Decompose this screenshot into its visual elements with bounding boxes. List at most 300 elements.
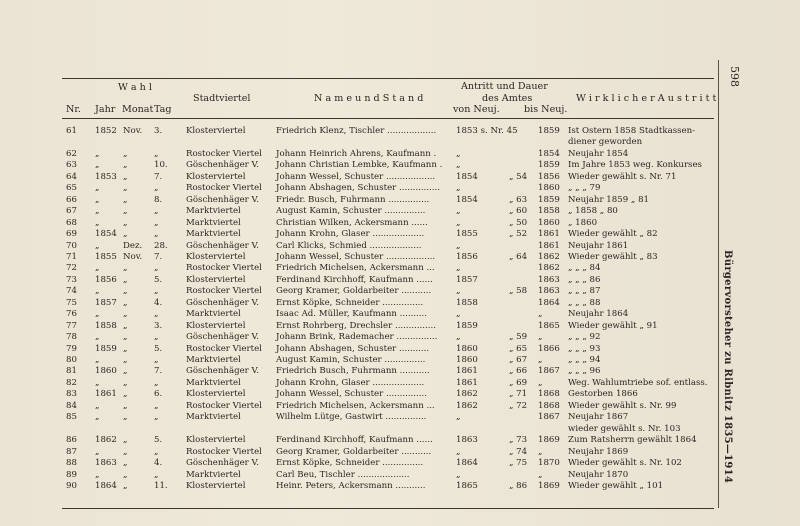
cell-von-neujahr: „ bbox=[456, 286, 461, 297]
cell-amt-nr: „ 65 bbox=[509, 343, 528, 354]
cell-von-neujahr: „ bbox=[456, 240, 461, 251]
header-jahr: Jahr bbox=[95, 104, 116, 115]
cell-row-number: 82 bbox=[66, 377, 77, 388]
cell-wahl-tag: „ bbox=[154, 355, 159, 365]
table-row bbox=[0, 309, 716, 320]
table-row bbox=[0, 252, 716, 263]
cell-wahl-jahr: „ bbox=[95, 183, 100, 194]
cell-row-number: 71 bbox=[66, 251, 77, 262]
cell-bis-neujahr: 1868 bbox=[538, 400, 560, 411]
header-von-neuj: von Neuj. bbox=[453, 104, 500, 115]
cell-wahl-tag: 4. bbox=[154, 458, 163, 468]
cell-wahl-monat: „ bbox=[123, 332, 128, 343]
cell-austritt: Neujahr 1864 bbox=[568, 309, 629, 320]
cell-row-number: 86 bbox=[66, 435, 77, 446]
cell-row-number: 85 bbox=[66, 412, 77, 423]
cell-wahl-monat: „ bbox=[123, 309, 128, 320]
cell-amt-nr: „ 74 bbox=[509, 446, 528, 457]
cell-wahl-jahr: „ bbox=[95, 263, 100, 274]
cell-wahl-monat: „ bbox=[123, 469, 128, 480]
cell-wahl-monat: „ bbox=[123, 400, 128, 411]
cell-wahl-jahr: 1855 bbox=[95, 251, 117, 262]
cell-stadtviertel: Göschenhäger V. bbox=[186, 366, 259, 377]
cell-von-neujahr: „ bbox=[456, 309, 461, 320]
cell-amt-nr: „ 72 bbox=[509, 400, 528, 411]
cell-austritt: Weg. Wahlumtriebe sof. entlass. bbox=[568, 377, 708, 388]
cell-von-neujahr: „ bbox=[456, 332, 461, 343]
header-rule bbox=[62, 118, 714, 119]
cell-row-number: 87 bbox=[66, 446, 77, 457]
cell-bis-neujahr: „ bbox=[538, 377, 543, 388]
cell-stadtviertel: Marktviertel bbox=[186, 217, 241, 228]
cell-row-number: 84 bbox=[66, 400, 77, 411]
table-row bbox=[0, 195, 716, 206]
cell-wahl-jahr: „ bbox=[95, 160, 100, 171]
cell-wahl-tag: 8. bbox=[154, 194, 163, 205]
cell-wahl-monat: „ bbox=[123, 355, 128, 365]
table-row bbox=[0, 447, 716, 458]
cell-von-neujahr: 1857 bbox=[456, 274, 478, 285]
cell-bis-neujahr: 1868 bbox=[538, 389, 560, 400]
cell-row-number: 81 bbox=[66, 366, 77, 377]
cell-amt-nr: „ 73 bbox=[509, 435, 528, 446]
cell-wahl-jahr: „ bbox=[95, 400, 100, 411]
cell-bis-neujahr: 1859 bbox=[538, 194, 560, 205]
cell-stadtviertel: Göschenhäger V. bbox=[186, 297, 259, 308]
cell-austritt: Neujahr 1859 „ 81 bbox=[568, 194, 650, 205]
cell-bis-neujahr: 1866 bbox=[538, 343, 560, 354]
cell-stadtviertel: Klosterviertel bbox=[186, 480, 246, 491]
cell-wahl-monat: „ bbox=[123, 194, 128, 205]
table-row bbox=[0, 172, 716, 183]
cell-name-stand: Friedrich Michelsen, Ackersmann ... bbox=[276, 263, 435, 274]
cell-wahl-monat: „ bbox=[123, 148, 128, 159]
table-row bbox=[0, 321, 716, 332]
cell-wahl-monat: „ bbox=[123, 286, 128, 297]
cell-von-neujahr: 1861 bbox=[456, 377, 478, 388]
cell-austritt: Wieder gewählt „ 101 bbox=[568, 480, 664, 491]
cell-austritt: Neujahr 1870 bbox=[568, 469, 629, 480]
cell-name-stand: Christian Wilken, Ackersmann ...... bbox=[276, 217, 428, 228]
cell-wahl-monat: „ bbox=[123, 274, 128, 285]
cell-name-stand: Johann Abshagen, Schuster ........... bbox=[276, 343, 430, 354]
cell-wahl-jahr: „ bbox=[95, 355, 100, 365]
header-austritt: W i r k l i c h e r A u s t r i t t bbox=[576, 93, 717, 104]
cell-name-stand: Carl Klicks, Schmied ................... bbox=[276, 240, 422, 251]
table-row bbox=[0, 298, 716, 309]
cell-bis-neujahr: „ bbox=[538, 355, 543, 365]
cell-von-neujahr: „ bbox=[456, 263, 461, 274]
table-row bbox=[0, 366, 716, 377]
cell-row-number: 76 bbox=[66, 309, 77, 320]
cell-name-stand: Johann Krohn, Glaser ................... bbox=[276, 377, 425, 388]
cell-row-number: 66 bbox=[66, 194, 77, 205]
top-rule bbox=[62, 78, 714, 79]
table-row bbox=[0, 332, 716, 343]
cell-von-neujahr: 1863 bbox=[456, 435, 478, 446]
header-monat: Monat bbox=[122, 104, 154, 115]
cell-row-number: 62 bbox=[66, 148, 77, 159]
cell-name-stand: Ernst Köpke, Schneider ............... bbox=[276, 458, 424, 468]
cell-amt-nr: „ 71 bbox=[509, 389, 528, 400]
margin-rule bbox=[718, 60, 719, 508]
cell-austritt: Ist Ostern 1858 Stadtkassen- bbox=[568, 126, 696, 136]
table-row bbox=[0, 355, 716, 366]
cell-name-stand: Georg Kramer, Goldarbeiter ........... bbox=[276, 446, 432, 457]
cell-row-number: 61 bbox=[66, 126, 77, 136]
cell-row-number: 68 bbox=[66, 217, 77, 228]
cell-name-stand: Johann Wessel, Schuster ............... bbox=[276, 389, 427, 400]
cell-wahl-tag: „ bbox=[154, 332, 159, 343]
cell-austritt: „ „ „ 84 bbox=[568, 263, 601, 274]
cell-name-stand: Ernst Köpke, Schneider ............... bbox=[276, 297, 424, 308]
cell-von-neujahr: 1864 bbox=[456, 458, 478, 468]
cell-bis-neujahr: 1864 bbox=[538, 297, 560, 308]
cell-austritt: Wieder gewählt „ 91 bbox=[568, 320, 658, 331]
cell-wahl-jahr: 1854 bbox=[95, 229, 117, 240]
cell-stadtviertel: Marktviertel bbox=[186, 206, 241, 217]
cell-wahl-jahr: „ bbox=[95, 469, 100, 480]
cell-wahl-monat: „ bbox=[123, 458, 128, 468]
cell-name-stand: Friedrich Michelsen, Ackersmann ... bbox=[276, 400, 435, 411]
cell-row-number: 79 bbox=[66, 343, 77, 354]
cell-bis-neujahr: 1867 bbox=[538, 366, 560, 377]
cell-wahl-tag: „ bbox=[154, 206, 159, 217]
cell-stadtviertel: Klosterviertel bbox=[186, 274, 246, 285]
cell-name-stand: Ferdinand Kirchhoff, Kaufmann ...... bbox=[276, 274, 433, 285]
cell-amt-nr: „ 60 bbox=[509, 206, 528, 217]
header-wahl: W a h l bbox=[118, 82, 152, 93]
header-nr: Nr. bbox=[66, 104, 81, 115]
cell-bis-neujahr: „ bbox=[538, 469, 543, 480]
cell-row-number: 69 bbox=[66, 229, 77, 240]
cell-wahl-jahr: „ bbox=[95, 412, 100, 423]
header-tag: Tag bbox=[154, 104, 172, 115]
cell-austritt: Zum Ratsherrn gewählt 1864 bbox=[568, 435, 697, 446]
cell-name-stand: Friedr. Busch, Fuhrmann ............... bbox=[276, 194, 430, 205]
cell-wahl-monat: „ bbox=[123, 206, 128, 217]
cell-wahl-monat: „ bbox=[123, 366, 128, 377]
cell-wahl-jahr: „ bbox=[95, 446, 100, 457]
cell-wahl-tag: 7. bbox=[154, 366, 163, 377]
cell-von-neujahr: „ bbox=[456, 446, 461, 457]
cell-bis-neujahr: 1854 bbox=[538, 148, 560, 159]
cell-wahl-jahr: „ bbox=[95, 206, 100, 217]
cell-stadtviertel: Rostocker Viertel bbox=[186, 400, 262, 411]
cell-wahl-tag: 7. bbox=[154, 171, 163, 182]
header-des-amtes: des Amtes bbox=[482, 93, 533, 104]
cell-stadtviertel: Klosterviertel bbox=[186, 435, 246, 446]
cell-name-stand: Carl Beu, Tischler ................... bbox=[276, 469, 410, 480]
cell-name-stand: Isaac Ad. Müller, Kaufmann .......... bbox=[276, 309, 427, 320]
table-row bbox=[0, 458, 716, 469]
header-antritt: Antritt und Dauer bbox=[461, 81, 548, 92]
cell-wahl-tag: 11. bbox=[154, 480, 168, 491]
cell-wahl-jahr: 1860 bbox=[95, 366, 117, 377]
cell-austritt: Neujahr 1869 bbox=[568, 446, 629, 457]
cell-von-neujahr: „ bbox=[456, 183, 461, 194]
cell-von-neujahr: „ bbox=[456, 412, 461, 423]
cell-wahl-jahr: 1861 bbox=[95, 389, 117, 400]
cell-stadtviertel: Rostocker Viertel bbox=[186, 148, 262, 159]
cell-row-number: 67 bbox=[66, 206, 77, 217]
cell-bis-neujahr: „ bbox=[538, 446, 543, 457]
cell-bis-neujahr: 1858 bbox=[538, 206, 560, 217]
header-stadtviertel: Stadtviertel bbox=[193, 93, 251, 104]
cell-name-stand: Friedrich Busch, Fuhrmann ........... bbox=[276, 366, 430, 377]
cell-name-stand: Johann Wessel, Schuster .................. bbox=[276, 251, 436, 262]
cell-wahl-jahr: „ bbox=[95, 240, 100, 251]
cell-bis-neujahr: „ bbox=[538, 332, 543, 343]
cell-austritt: „ „ „ 79 bbox=[568, 183, 601, 194]
cell-stadtviertel: Göschenhäger V. bbox=[186, 458, 259, 468]
cell-wahl-monat: „ bbox=[123, 217, 128, 228]
cell-wahl-tag: 3. bbox=[154, 126, 163, 136]
cell-name-stand: Wilhelm Lütge, Gastwirt ............... bbox=[276, 412, 427, 423]
cell-wahl-monat: „ bbox=[123, 171, 128, 182]
table-row bbox=[0, 435, 716, 446]
cell-wahl-jahr: „ bbox=[95, 286, 100, 297]
cell-wahl-monat: „ bbox=[123, 343, 128, 354]
table-row bbox=[0, 241, 716, 252]
cell-stadtviertel: Rostocker Viertel bbox=[186, 183, 262, 194]
cell-stadtviertel: Marktviertel bbox=[186, 309, 241, 320]
table-row bbox=[0, 424, 716, 435]
cell-von-neujahr: 1861 bbox=[456, 366, 478, 377]
cell-wahl-jahr: „ bbox=[95, 148, 100, 159]
cell-wahl-tag: 4. bbox=[154, 297, 163, 308]
cell-name-stand: Friedrich Klenz, Tischler .................. bbox=[276, 126, 437, 136]
cell-stadtviertel: Göschenhäger V. bbox=[186, 332, 259, 343]
table-row bbox=[0, 183, 716, 194]
cell-von-neujahr: 1855 bbox=[456, 229, 478, 240]
cell-stadtviertel: Rostocker Viertel bbox=[186, 446, 262, 457]
cell-wahl-tag: 6. bbox=[154, 389, 163, 400]
cell-austritt: Wieder gewählt s. Nr. 99 bbox=[568, 400, 677, 411]
cell-stadtviertel: Klosterviertel bbox=[186, 171, 246, 182]
cell-row-number: 80 bbox=[66, 355, 77, 365]
cell-bis-neujahr: 1859 bbox=[538, 126, 560, 136]
cell-wahl-monat: „ bbox=[123, 377, 128, 388]
cell-wahl-jahr: „ bbox=[95, 377, 100, 388]
cell-wahl-jahr: „ bbox=[95, 332, 100, 343]
cell-wahl-monat: „ bbox=[123, 160, 128, 171]
table-row bbox=[0, 286, 716, 297]
cell-wahl-monat: „ bbox=[123, 389, 128, 400]
table-row bbox=[0, 481, 716, 492]
table-row bbox=[0, 263, 716, 274]
cell-bis-neujahr: 1856 bbox=[538, 171, 560, 182]
cell-von-neujahr: 1860 bbox=[456, 355, 478, 365]
cell-austritt: „ „ „ 88 bbox=[568, 297, 601, 308]
cell-wahl-tag: „ bbox=[154, 217, 159, 228]
cell-wahl-jahr: 1859 bbox=[95, 343, 117, 354]
cell-bis-neujahr: 1863 bbox=[538, 286, 560, 297]
cell-row-number: 73 bbox=[66, 274, 77, 285]
page-number: 598 bbox=[728, 66, 741, 87]
table-row bbox=[0, 137, 716, 148]
cell-amt-nr: „ 66 bbox=[509, 366, 528, 377]
cell-wahl-tag: 5. bbox=[154, 435, 163, 446]
cell-austritt: Im Jahre 1853 weg. Konkurses bbox=[568, 160, 702, 171]
cell-amt-nr: „ 67 bbox=[509, 355, 528, 365]
cell-wahl-tag: „ bbox=[154, 469, 159, 480]
cell-austritt: Neujahr 1867 bbox=[568, 412, 629, 423]
cell-name-stand: Ernst Rohrberg, Drechsler ............... bbox=[276, 320, 436, 331]
cell-stadtviertel: Göschenhäger V. bbox=[186, 194, 259, 205]
cell-von-neujahr: 1854 bbox=[456, 194, 478, 205]
cell-wahl-monat: „ bbox=[123, 412, 128, 423]
cell-stadtviertel: Göschenhäger V. bbox=[186, 160, 259, 171]
table-row bbox=[0, 389, 716, 400]
header-name-stand: N a m e u n d S t a n d bbox=[314, 93, 424, 104]
cell-bis-neujahr: 1862 bbox=[538, 263, 560, 274]
cell-von-neujahr: „ bbox=[456, 206, 461, 217]
table-row bbox=[0, 470, 716, 481]
cell-row-number: 83 bbox=[66, 389, 77, 400]
table-row bbox=[0, 206, 716, 217]
cell-wahl-monat: Dez. bbox=[123, 240, 143, 251]
cell-bis-neujahr: 1860 bbox=[538, 217, 560, 228]
cell-wahl-tag: „ bbox=[154, 377, 159, 388]
table-row bbox=[0, 126, 716, 137]
cell-von-neujahr: 1853 s. Nr. 45 bbox=[456, 126, 518, 136]
cell-stadtviertel: Göschenhäger V. bbox=[186, 240, 259, 251]
cell-bis-neujahr: 1870 bbox=[538, 458, 560, 468]
cell-wahl-jahr: 1857 bbox=[95, 297, 117, 308]
cell-stadtviertel: Klosterviertel bbox=[186, 126, 246, 136]
cell-austritt: „ „ „ 96 bbox=[568, 366, 601, 377]
cell-name-stand: Johann Wessel, Schuster .................. bbox=[276, 171, 436, 182]
cell-bis-neujahr: 1859 bbox=[538, 160, 560, 171]
cell-wahl-jahr: 1862 bbox=[95, 435, 117, 446]
cell-wahl-monat: „ bbox=[123, 297, 128, 308]
cell-stadtviertel: Marktviertel bbox=[186, 355, 241, 365]
table-row bbox=[0, 149, 716, 160]
cell-austritt: „ „ „ 93 bbox=[568, 343, 601, 354]
cell-bis-neujahr: 1861 bbox=[538, 240, 560, 251]
cell-row-number: 75 bbox=[66, 297, 77, 308]
cell-von-neujahr: „ bbox=[456, 160, 461, 171]
cell-wahl-monat: „ bbox=[123, 435, 128, 446]
cell-bis-neujahr: 1863 bbox=[538, 274, 560, 285]
cell-stadtviertel: Marktviertel bbox=[186, 229, 241, 240]
cell-wahl-tag: „ bbox=[154, 286, 159, 297]
cell-name-stand: Georg Kramer, Goldarbeiter ........... bbox=[276, 286, 432, 297]
cell-name-stand: Johann Krohn, Glaser ................... bbox=[276, 229, 425, 240]
cell-name-stand: August Kamin, Schuster ............... bbox=[276, 355, 426, 365]
cell-wahl-jahr: 1852 bbox=[95, 126, 117, 136]
cell-von-neujahr: 1865 bbox=[456, 480, 478, 491]
cell-von-neujahr: „ bbox=[456, 469, 461, 480]
table-row bbox=[0, 218, 716, 229]
cell-austritt: Wieder gewählt s. Nr. 71 bbox=[568, 171, 677, 182]
cell-von-neujahr: „ bbox=[456, 148, 461, 159]
cell-wahl-tag: 28. bbox=[154, 240, 168, 251]
cell-wahl-monat: „ bbox=[123, 263, 128, 274]
cell-amt-nr: „ 75 bbox=[509, 458, 528, 468]
cell-austritt: „ „ „ 86 bbox=[568, 274, 601, 285]
cell-row-number: 90 bbox=[66, 480, 77, 491]
cell-bis-neujahr: 1869 bbox=[538, 435, 560, 446]
cell-amt-nr: „ 59 bbox=[509, 332, 528, 343]
cell-wahl-monat: Nov. bbox=[123, 251, 143, 262]
cell-wahl-tag: 10. bbox=[154, 160, 168, 171]
cell-von-neujahr: 1858 bbox=[456, 297, 478, 308]
cell-amt-nr: „ 64 bbox=[509, 251, 528, 262]
cell-name-stand: Johann Christian Lembke, Kaufmann . bbox=[276, 160, 443, 171]
cell-wahl-tag: „ bbox=[154, 446, 159, 457]
cell-stadtviertel: Klosterviertel bbox=[186, 320, 246, 331]
cell-wahl-tag: „ bbox=[154, 263, 159, 274]
cell-von-neujahr: „ bbox=[456, 217, 461, 228]
cell-wahl-jahr: 1858 bbox=[95, 320, 117, 331]
cell-von-neujahr: 1856 bbox=[456, 251, 478, 262]
cell-row-number: 88 bbox=[66, 458, 77, 468]
cell-wahl-jahr: 1856 bbox=[95, 274, 117, 285]
cell-wahl-tag: „ bbox=[154, 412, 159, 423]
cell-amt-nr: „ 86 bbox=[509, 480, 528, 491]
cell-von-neujahr: 1859 bbox=[456, 320, 478, 331]
table-row bbox=[0, 412, 716, 423]
cell-austritt: Gestorben 1866 bbox=[568, 389, 638, 400]
header-bis-neuj: bis Neuj. bbox=[524, 104, 568, 115]
cell-wahl-monat: „ bbox=[123, 480, 128, 491]
cell-austritt: „ „ „ 92 bbox=[568, 332, 601, 343]
cell-name-stand: Johann Heinrich Ahrens, Kaufmann . bbox=[276, 148, 437, 159]
cell-stadtviertel: Klosterviertel bbox=[186, 389, 246, 400]
cell-stadtviertel: Rostocker Viertel bbox=[186, 343, 262, 354]
cell-stadtviertel: Rostocker Viertel bbox=[186, 263, 262, 274]
bottom-rule bbox=[62, 508, 714, 509]
cell-wahl-tag: „ bbox=[154, 400, 159, 411]
cell-von-neujahr: 1854 bbox=[456, 171, 478, 182]
table-row bbox=[0, 229, 716, 240]
cell-row-number: 70 bbox=[66, 240, 77, 251]
cell-austritt: Wieder gewählt s. Nr. 102 bbox=[568, 458, 682, 468]
cell-name-stand: Heinr. Peters, Ackersmann ........... bbox=[276, 480, 426, 491]
cell-wahl-monat: „ bbox=[123, 446, 128, 457]
cell-row-number: 89 bbox=[66, 469, 77, 480]
cell-austritt: „ „ „ 94 bbox=[568, 355, 601, 365]
cell-bis-neujahr: 1861 bbox=[538, 229, 560, 240]
cell-austritt: Neujahr 1854 bbox=[568, 148, 629, 159]
table-row bbox=[0, 344, 716, 355]
cell-row-number: 64 bbox=[66, 171, 77, 182]
cell-wahl-jahr: 1853 bbox=[95, 171, 117, 182]
cell-austritt: wieder gewählt s. Nr. 103 bbox=[568, 423, 681, 434]
cell-stadtviertel: Marktviertel bbox=[186, 412, 241, 423]
cell-name-stand: Johann Abshagen, Schuster ............... bbox=[276, 183, 440, 194]
cell-row-number: 72 bbox=[66, 263, 77, 274]
cell-stadtviertel: Marktviertel bbox=[186, 377, 241, 388]
running-title: Bürgervorsteher zu Ribnitz 1835—1914 bbox=[722, 250, 733, 484]
cell-von-neujahr: 1860 bbox=[456, 343, 478, 354]
cell-bis-neujahr: 1860 bbox=[538, 183, 560, 194]
cell-wahl-jahr: „ bbox=[95, 194, 100, 205]
cell-amt-nr: „ 69 bbox=[509, 377, 528, 388]
cell-wahl-tag: „ bbox=[154, 309, 159, 320]
cell-amt-nr: „ 52 bbox=[509, 229, 528, 240]
cell-von-neujahr: 1862 bbox=[456, 389, 478, 400]
cell-austritt: „ 1860 bbox=[568, 217, 598, 228]
cell-wahl-tag: 5. bbox=[154, 274, 163, 285]
cell-bis-neujahr: 1867 bbox=[538, 412, 560, 423]
cell-stadtviertel: Rostocker Viertel bbox=[186, 286, 262, 297]
cell-stadtviertel: Klosterviertel bbox=[186, 251, 246, 262]
cell-wahl-tag: „ bbox=[154, 148, 159, 159]
cell-wahl-monat: Nov. bbox=[123, 126, 143, 136]
